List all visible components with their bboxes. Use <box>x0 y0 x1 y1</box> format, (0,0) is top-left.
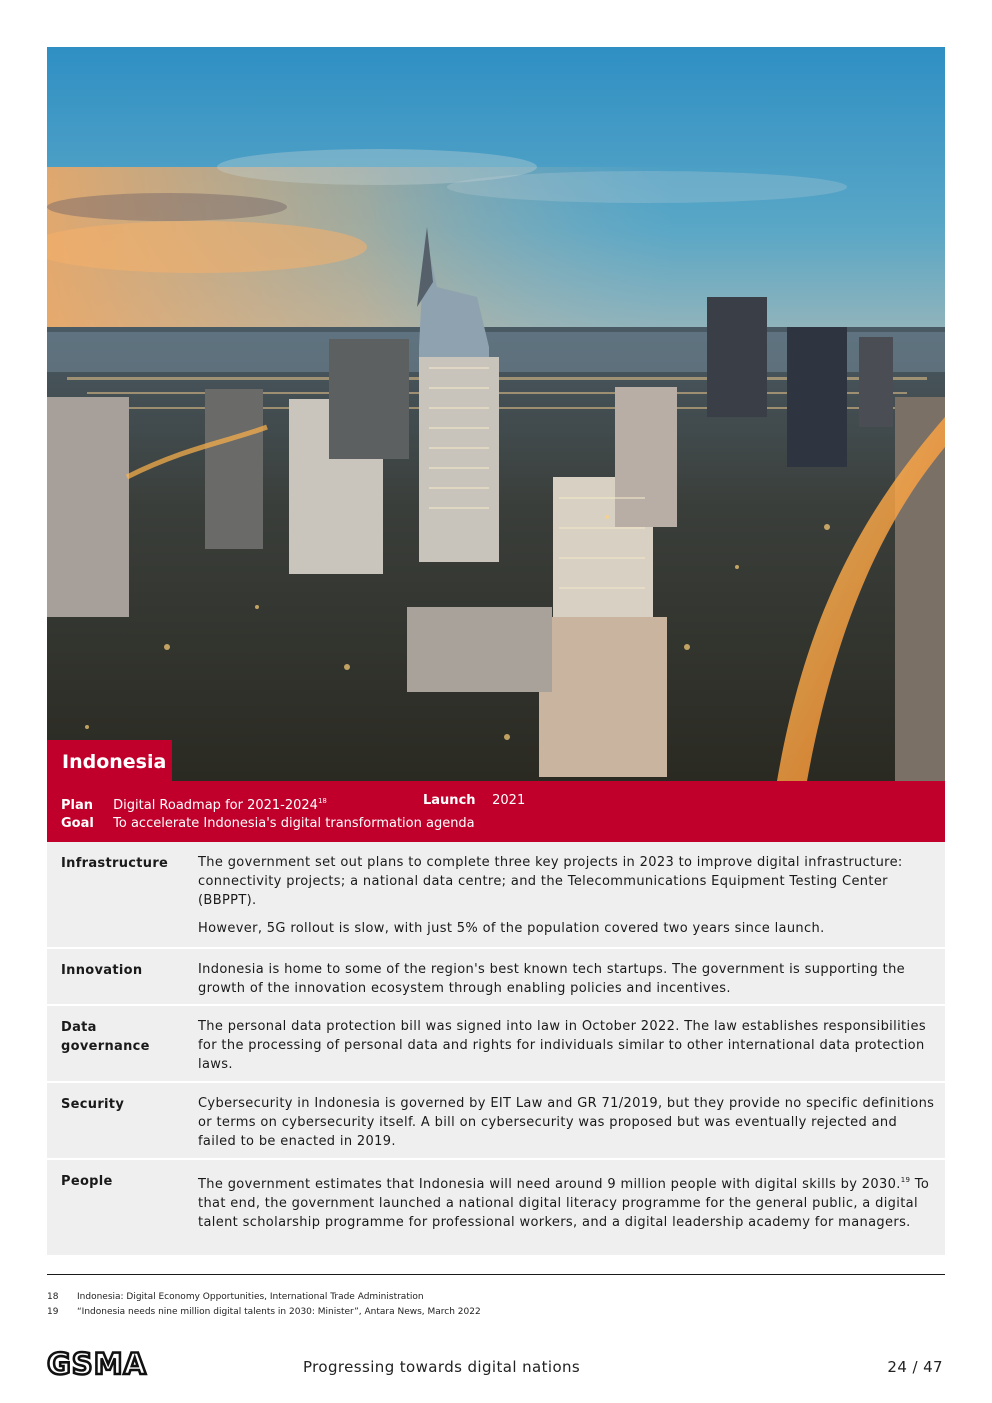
row-category: Infrastructure <box>61 856 169 871</box>
goal-row <box>61 815 475 833</box>
plan-value: Digital Roadmap for 2021-2024$^{18}$ <box>113 797 327 813</box>
footnote-divider <box>47 1274 945 1275</box>
table-row-security <box>47 1083 945 1160</box>
city-skyline-illustration <box>47 47 945 781</box>
footnote-ref-18: 18 <box>317 797 327 805</box>
table-row-people <box>47 1160 945 1257</box>
row-text: The government estimates that Indonesia will need around 9 million people with digital skills by 2030.19 To that end, the government launched a national digital literacy programme for the general public, a digital talent scholarship programme for professional workers, and a digital leadership academy for managers. <box>198 1176 930 1230</box>
row-text: Indonesia is home to some of the region's best known tech startups. The government is supporting the growth of the innovation ecosystem through enabling policies and incentives. <box>198 962 906 996</box>
row-category: People <box>61 1174 113 1189</box>
table-row-infrastructure <box>47 842 945 949</box>
footnote-18: 18 Indonesia: Digital Economy Opportunities, International Trade Administration <box>47 1292 424 1302</box>
plan-summary-band <box>47 781 945 842</box>
plan-label: Plan <box>61 798 94 813</box>
goal-value: To accelerate Indonesia's digital transformation agenda <box>113 816 475 831</box>
row-text: Cybersecurity in Indonesia is governed by EIT Law and GR 71/2019, but they provide no specific definitions or terms on cybersecurity itself. A bill on cybersecurity was proposed but was eventually rejected and failed to be enacted in 2019. <box>198 1096 935 1149</box>
page-number: 24 / 47 <box>887 1358 943 1376</box>
table-row-data-governance <box>47 1006 945 1083</box>
svg-text:GSMA: GSMA <box>47 1350 147 1376</box>
hero-photo <box>47 47 945 781</box>
country-title: Indonesia <box>47 740 172 782</box>
row-category: Security <box>61 1097 125 1112</box>
row-category: Data governance <box>61 1020 150 1054</box>
footer-document-title: Progressing towards digital nations <box>303 1358 581 1376</box>
table-row-innovation <box>47 949 945 1006</box>
plan-row <box>61 792 327 813</box>
row-category: Innovation <box>61 963 143 978</box>
launch-label: Launch <box>423 793 476 808</box>
launch-row <box>423 792 525 810</box>
goal-label: Goal <box>61 816 94 831</box>
footnote-19: 19 “Indonesia needs nine million digital talents in 2030: Minister”, Antara News, March 2022 <box>47 1307 481 1317</box>
footnote-ref-19: 19 <box>900 1176 911 1184</box>
row-text: The government set out plans to complete three key projects in 2023 to improve digital infrastructure: connectivity projects; a national data centre; and the Telecommunications Equipment Testing Center (BBPPT). However, 5G rollout is slow, with just 5% of the population covered two years since launch. <box>198 855 903 936</box>
gsma-logo <box>47 1350 199 1380</box>
launch-value: 2021 <box>492 793 526 808</box>
row-text: The personal data protection bill was signed into law in October 2022. The law establishes responsibilities for the processing of personal data and rights for individuals similar to other international data protection laws. <box>198 1019 926 1072</box>
policy-table <box>47 842 945 1257</box>
